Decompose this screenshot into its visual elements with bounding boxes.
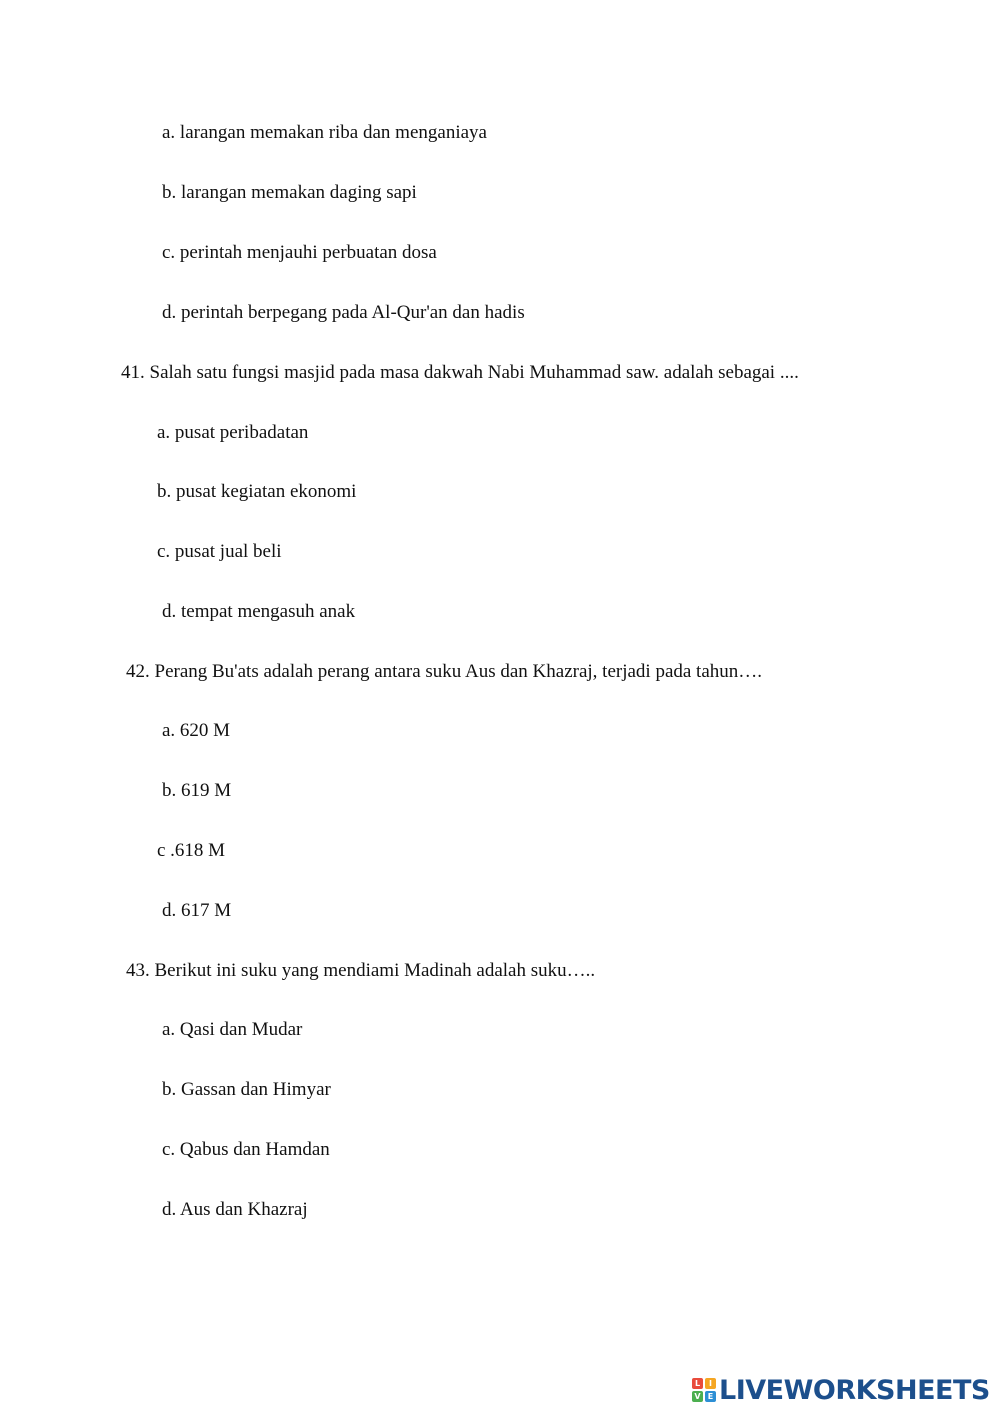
option-42b: b. 619 M [162,780,232,801]
option-42a: a. 620 M [162,720,231,741]
option-43d: d. Aus dan Khazraj [162,1199,308,1220]
option-39c: c. perintah menjauhi perbuatan dosa [162,242,437,263]
option-39b: b. larangan memakan daging sapi [162,182,417,203]
question-43: 43. Berikut ini suku yang mendiami Madinah adalah suku….. [126,960,596,981]
option-43a: a. Qasi dan Mudar [162,1019,303,1040]
option-41a: a. pusat peribadatan [157,422,309,443]
option-41c: c. pusat jual beli [157,541,282,562]
option-42d: d. 617 M [162,900,232,921]
option-39d: d. perintah berpegang pada Al-Qur'an dan hadis [162,302,525,323]
option-43c: c. Qabus dan Hamdan [162,1139,330,1160]
option-41b: b. pusat kegiatan ekonomi [157,481,357,502]
liveworksheets-logo [692,1373,990,1407]
logo-tile-e: E [705,1391,716,1402]
logo-text: LIVEWORKSHEETS [719,1374,990,1406]
logo-icon [692,1378,716,1402]
question-41: 41. Salah satu fungsi masjid pada masa dakwah Nabi Muhammad saw. adalah sebagai .... [121,362,799,383]
question-42: 42. Perang Bu'ats adalah perang antara suku Aus dan Khazraj, terjadi pada tahun…. [126,661,763,682]
option-43b: b. Gassan dan Himyar [162,1079,331,1100]
logo-tile-l: L [692,1378,703,1389]
logo-tile-v: V [692,1391,703,1402]
option-39a: a. larangan memakan riba dan menganiaya [162,122,487,143]
option-42c: c .618 M [157,840,226,861]
option-41d: d. tempat mengasuh anak [162,601,356,622]
logo-tile-i: I [705,1378,716,1389]
